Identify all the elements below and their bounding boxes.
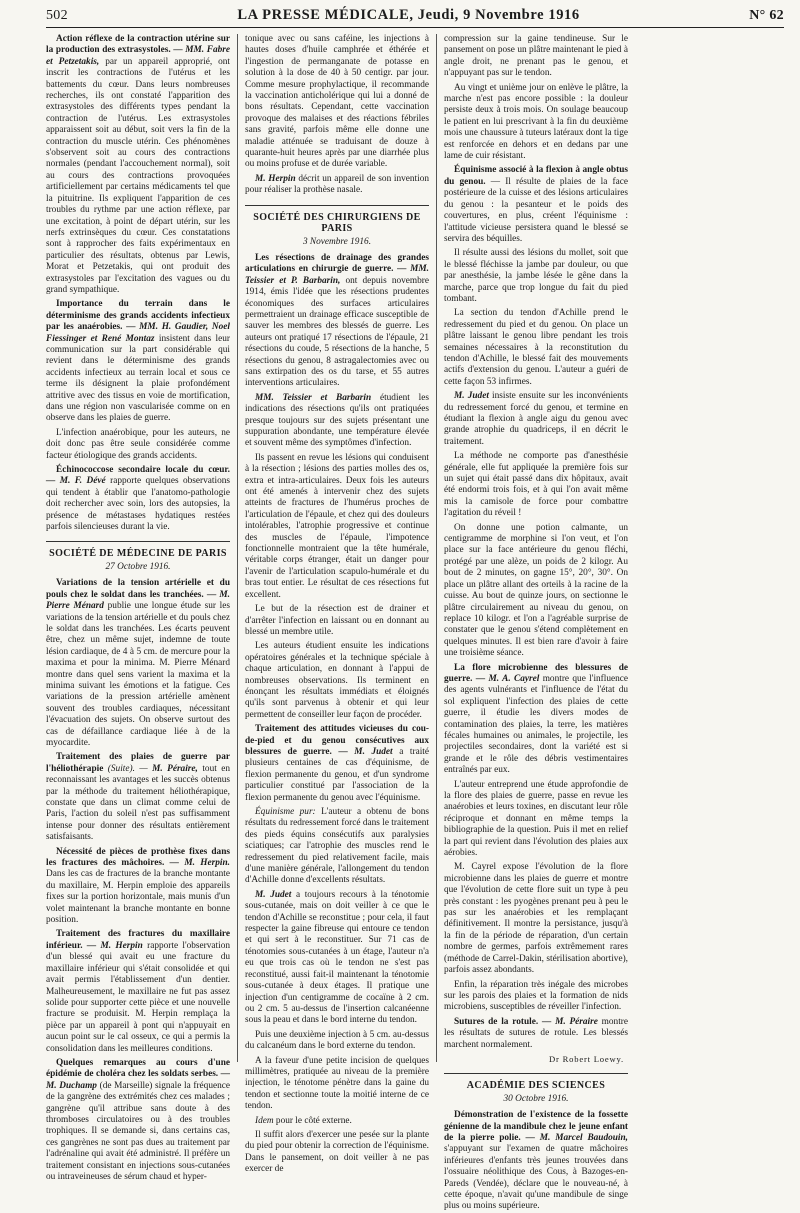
session-date: 30 Octobre 1916.: [503, 1093, 569, 1104]
article-body: insiste ensuite sur les inconvénients du redressement forcé du genou, et termine en étudiant la flexion à angle aigu du genou avec grande atrophie du quadriceps, il en décrit le traitement.: [444, 391, 629, 447]
article-author: — MM. H. Gaudier, Noel Fiessinger et René Montaz: [46, 322, 231, 344]
article-paragraph: [46, 299, 230, 424]
article-author: — MM. Fabre et Petzetakis,: [46, 45, 230, 67]
article-paragraph: [245, 724, 429, 804]
article-body: ont depuis novembre 1914, émis l'idée que les résections prudentes économiques des surfaces articulaires permettraient un drainage efficace susceptible de sauver les membres des blessés de guerre. Les auteurs ont pratiqué 17 résections de l'épaule, 21 résections du coude, 5 résections de la hanche, 5 résections du genou, 8 astragalectomies avec ou sans extirpation des os du tarse, et 55 autres interventions articulaires.: [245, 275, 430, 389]
article-note: Idem: [255, 1115, 274, 1126]
article-body: — Il résulte de plaies de la face postérieure de la cuisse et des lésions articulaires du genou : la pesanteur et le poids des couvertures, en plus, créent l'équinisme : l'attitude vicieuse persistera quand le blessé se servira des béquilles.: [444, 176, 628, 244]
article-heading: Nécessité de pièces de prothèse fixes dans les fractures des mâchoires.: [46, 846, 230, 869]
column-1: [46, 34, 237, 1182]
article-paragraph: [444, 391, 628, 448]
article-body: tout en reconnaissant les avantages et les succès obtenus par la méthode du traitement héliothérapique, constate que dans un climat comme celui de Paris, l'action du soleil n'est pas suffisamment intense pour donner des résultats entièrement satisfaisants.: [46, 763, 231, 843]
article-paragraph: Il suffit alors d'exercer une pesée sur la plante du pied pour obtenir la correction de l'équinisme. Dans le pansement, on doit veiller à ne pas exercer de: [245, 1129, 429, 1175]
page-number: 502: [46, 8, 68, 23]
article-paragraph: [444, 1110, 628, 1213]
article-paragraph: [245, 890, 429, 1027]
article-body: a traité plusieurs centaines de cas d'équinisme, de flexion permanente du genou, et d'un syndrome particulier constitué par l'association de la flexion permanente du genou avec l'équinisme.: [245, 746, 429, 803]
article-paragraph: [444, 165, 628, 245]
article-paragraph: [444, 1017, 628, 1051]
society-title: SOCIÉTÉ DE MÉDECINE DE PARIS: [46, 541, 230, 559]
article-author: — M. Duchamp: [46, 1069, 231, 1091]
article-body: montre que l'influence des agents vulnérants et l'influence de l'état du sol expliquent l'infection des plaies de cette guerre, il étudie les divers modes de contamination des plaies, la terre, les matières fécales humaines ou animales, le projectile, les projectiles secondaires, dont la variété est si grande et le rôle des débris vestimentaires entraînés par eux.: [444, 673, 629, 776]
article-paragraph: [245, 174, 429, 197]
society-title: SOCIÉTÉ DES CHIRURGIENS DE PARIS: [245, 205, 429, 235]
article-subheading: Équinisme pur:: [255, 807, 316, 817]
article-author: — M. Judet: [338, 746, 393, 757]
article-body: publie une longue étude sur les variations de la tension artérielle et du pouls chez le soldat dans les tranchées. Les écarts peuvent être, chez un même sujet, indemne de toute lésion cardiaque, de 4 à 5 cm. de mercure pour la maxima et pour la minima. M. Pierre Ménard montre dans quel sens varient la maxima et la minima suivant les émotions et la fatigue. Ces variations de la pression artérielle amènent souvent des troubles cardiaques, nécessitant l'évacuation des sujets. On observe surtout des cas de défaillance cardiaque liée à de la myocardite.: [46, 601, 230, 748]
article-body: montre les résultats de sutures de rotule. Les blessés marchent normalement.: [444, 1016, 629, 1050]
article-paragraph: Au vingt et unième jour on enlève le plâtre, la marche n'est pas encore possible : la douleur persiste deux à trois mois. On soulage beaucoup le patient en lui prescrivant à la fin du deuxième mois une chaussure à tuteurs latéraux dont la tige est renforcée en dehors et en dedans par une lame de cuir résistant.: [444, 82, 628, 162]
page-header: [46, 0, 784, 28]
article-body: a toujours recours à la ténotomie sous-cutanée, mais on doit veiller à ce que le tendon d'Achille se reconstitue ; pour cela, il faut respecter la gaine fibreuse qui entoure ce tendon et qui sert à le reconstituer. Sur 71 cas de ténotomies sous-cutanées à un étage, l'auteur n'a eu que trois cas où le tendon ne s'est pas reconstitué, aussi fait-il maintenant la ténotomie sous-cutanée à deux étages. Il pratique une injection d'un centigramme de cocaïne à 2 cm. ou 2 cm. 5 au-dessus de l'insertion calcanéenne sous la peau et dans le bord interne du tendon.: [245, 889, 429, 1026]
article-paragraph: L'infection anaérobique, pour les auteurs, ne doit donc pas être seule considérée comme facteur étiologique des grands accidents.: [46, 427, 230, 461]
article-author: — M. Péraire: [541, 1016, 598, 1027]
article-body: L'auteur a obtenu de bons résultats du redressement forcé dans le traitement des pieds équins consécutifs aux paralysies sciatiques; car l'atrophie des muscles rend le redressement du pied relativement facile, mais d'une manière générale, l'allongement du tendon d'Achille donne d'excellents résultats.: [245, 807, 429, 886]
column-2: [237, 34, 436, 1175]
article-note: (Suite). —: [107, 763, 148, 774]
article-heading: Les résections de drainage des grandes articulations en chirurgie de guerre.: [245, 252, 429, 275]
article-heading: Démonstration de l'existence de la fossette génienne de la mandibule chez le jeune enfant de la pierre polie.: [444, 1110, 628, 1143]
article-paragraph: Il résulte aussi des lésions du mollet, soit que le blessé fléchisse la jambe par douleur, ou que par anesthésie, la jambe lésée le gêne dans la marche, parce que trop longue du fait du pied tombant.: [444, 248, 628, 304]
article-author: M. Judet: [255, 889, 292, 900]
article-body: par un appareil approprié, ont inscrit les contractions de l'utérus et les battements du cœur. Dans leurs nombreuses recherches, ils ont constaté l'apparition des extrasystoles des différents types pendant la contraction de l'utérus. Les extrasystoles apparaissent soit au début, soit vers la fin de la contraction du muscle utérin. Ces phénomènes s'observent soit au cours des contractions normales (pendant l'accouchement normal), soit au cours des contractions provoquées artificiellement par certains médicaments tel que la pituitrine. Ils expliquent l'apparition de ces troubles du rythme par une action réflexe, par une excitation, à point de départ utérin, sur les nerfs extrinsèques du cœur. Ces constatations sont à rapprocher des faits expérimentaux en particulier des résultats, obtenus par Lewis, Morat et Petzetakis, qui ont produit des extrasystoles par l'excitation des vagues ou du grand sympathique.: [46, 56, 230, 295]
article-heading: Variations de la tension artérielle et du pouls chez le soldat dans les tranchées.: [46, 578, 230, 600]
article-author: — M. Marcel Baudouin,: [525, 1132, 629, 1143]
issue-number: N° 62: [749, 8, 784, 23]
article-paragraph: La méthode ne comporte pas d'anesthésie générale, elle fut appliquée la première fois sur un sujet qui était passé dans dix hôpitaux, avait été endormi trois fois, et à qui l'on avait même mis la camisole de force pour combattre l'agitation du réveil !: [444, 451, 628, 519]
session-date: 27 Octobre 1916.: [105, 561, 171, 572]
article-paragraph: [46, 465, 230, 533]
article-author: — M. Herpin: [86, 940, 143, 951]
article-paragraph: [245, 1116, 429, 1127]
article-paragraph: La section du tendon d'Achille prend le redressement du pied et du genou. On place un plâtre laissant le genou libre pendant les trois semaines nécessaires à la reconstitution du tendon d'Achille, le blessé fait des mouvements actifs d'extension du genou. L'auteur a guéri de cette façon 53 infirmes.: [444, 308, 628, 387]
article-paragraph: [46, 1058, 230, 1183]
article-author: — M. A. Cayrel: [475, 673, 540, 684]
article-paragraph: [46, 847, 230, 927]
article-body: pour le côté externe.: [275, 1115, 352, 1126]
article-body: rapporte quelques observations qui tendent à établir que l'anatomo-pathologie doit rechercher avec soin, lors des autopsies, la présence de métastases hydatiques restées parfois silencieuses durant la vie.: [46, 476, 230, 533]
article-author: MM. Teissier et Barbarin: [255, 392, 372, 403]
article-author: — M. Herpin.: [169, 858, 230, 869]
journal-title: LA PRESSE MÉDICALE, Jeudi, 9 Novembre 1916: [237, 7, 580, 23]
article-paragraph: [245, 393, 429, 450]
article-body: Dans les cas de fractures de la branche montante du maxillaire, M. Herpin emploie des appareils fixes sur la portion horizontale, mais munis d'un volet maintenant la branche montante en bonne position.: [46, 869, 230, 926]
article-columns: [46, 34, 784, 1212]
article-heading: Échinococcose secondaire locale du cœur.: [56, 465, 230, 476]
article-author: — MM. Teissier et P. Barbarin,: [245, 264, 429, 286]
article-heading: La flore microbienne des blessures de guerre.: [444, 662, 628, 684]
article-heading: Équinisme associé à la flexion à angle obtus du genou.: [444, 165, 628, 187]
article-author: M. Judet: [454, 391, 489, 402]
article-paragraph: [46, 752, 230, 843]
article-paragraph: [245, 807, 429, 887]
article-paragraph: [46, 929, 230, 1054]
article-paragraph: Puis une deuxième injection à 5 cm. au-dessus du calcanéum dans le bord externe du tendon.: [245, 1029, 429, 1052]
article-heading: Traitement des plaies de guerre par l'héliothérapie: [46, 752, 230, 774]
article-paragraph: Le but de la résection est de drainer et d'arrêter l'infection en laissant ou en donnant au blessé un membre utile.: [245, 604, 429, 637]
article-paragraph: [46, 34, 230, 296]
article-paragraph: On donne une potion calmante, un centigramme de morphine si l'on veut, et l'on place sur la face antérieure du genou fléchi, protégé par une alèze, un poids de 2 kilogr. Au bout de 2 minutes, on gagne 15°, 20°, 30°. On place un plâtre allant des orteils à la racine de la cuisse. Au bout de quinze jours, on sectionne le plâtre circulairement au niveau du genou, on replace 10 kilogr. et l'on a l'agréable surprise de constater que le genou s'étend complètement en quelques minutes. Il est bien rare d'avoir à faire une troisième séance.: [444, 522, 628, 659]
article-body: insistent dans leur communication sur la part considérable qui revient dans le déterminisme des grands accidents infectieux au terrain local et sous ce terme ils désignent la plaie profondément attritive avec des tissus en voie de mortification, dans une région non vascularisée comme on en observe dans les plaies de guerre.: [46, 333, 230, 424]
article-heading: Traitement des fractures du maxillaire inférieur.: [46, 929, 230, 951]
article-paragraph: compression sur la gaine tendineuse. Sur le pansement on pose un plâtre maintenant le pied à angle droit, ne prenant pas le genou, et n'appuyant pas sur le tendon.: [444, 34, 628, 79]
article-body: décrit un appareil de son invention pour réaliser la prothèse nasale.: [245, 173, 430, 196]
article-body: s'appuyant sur l'examen de quatre mâchoires inférieures d'enfants très jeunes trouvées dans l'ossuaire néolithique des Cous, à Bazoges-en-Pareds (Vendée), déclare que le nouveau-né, à cette époque, n'avait qu'une mandibule de singe plus ou moins supérieure.: [444, 1144, 628, 1212]
article-author: M. Herpin: [255, 173, 296, 184]
article-paragraph: L'auteur entreprend une étude approfondie de la flore des plaies de guerre, passe en revue les anaérobies et leurs toxines, en discutant leur rôle réciproque et donnant en même temps la bibliographie de la question. Puis il met en relief la part qui revient dans l'évolution des plaies aux aérobies.: [444, 779, 628, 859]
article-paragraph: Enfin, la réparation très inégale des microbes sur les parois des plaies et la formation de nids microbiens, susceptibles de réveiller l'infection.: [444, 979, 628, 1013]
article-body: (de Marseille) signale la fréquence de la gangrène des extrémités chez ces malades ; gangrène qu'il attribue sans doute à des thromboses circulatoires ou à des troubles trophiques. Il se demande si, dans certains cas, ces gangrènes ne sont pas dues au traitement par l'adrénaline qui avait été administré. Il préfère un traitement consistant en injections sous-cutanées ou intraveineuses de sérum chaud et hyper-: [46, 1080, 231, 1182]
article-heading: Traitement des attitudes vicieuses du cou-de-pied et du genou consécutives aux blessures de guerre.: [245, 724, 429, 757]
article-heading: Action réflexe de la contraction utérine sur la production des extrasystoles.: [46, 34, 230, 56]
article-heading: Importance du terrain dans le déterminisme des grands accidents infectieux par les anaérobies.: [46, 299, 230, 333]
article-body: rapporte l'observation d'un blessé qui avait eu une fracture du maxillaire inférieur qui s'était consolidée et qui avait permis l'établissement d'un dentier. Malheureusement, le maxillaire ne fut pas assez solide pour supporter cette pièce et une nouvelle fracture se produisit. M. Herpin remplaça la pièce par un appareil à pont qui n'appuyait en aucun point sur le cal osseux, ce qui a permis la consolidation dans les meilleures conditions.: [46, 940, 231, 1054]
article-author: — M. Pierre Ménard: [46, 589, 231, 612]
article-author: M. Péraire,: [152, 763, 198, 774]
article-paragraph: tonique avec ou sans caféine, les injections à hautes doses d'huile camphrée et éthérée et l'ingestion de permanganate de potasse en solution à la dose de 40 à 50 centigr. par jour. Comme mesure prophylactique, il recommande la vaccination anticholérique qui lui a donné de bons résultats. Cependant, cette vaccination provoque des malaises et des réactions fébriles sans gravité, parfois même elle donne une maladie atténuée se traduisant de douze à quarante-huit heures après par une diarrhée plus ou moins profuse et de durée variable.: [245, 34, 429, 170]
article-heading: Sutures de la rotule.: [454, 1016, 539, 1027]
article-heading: Quelques remarques au cours d'une épidémie de choléra chez les soldats serbes.: [46, 1057, 230, 1080]
society-title: ACADÉMIE DES SCIENCES: [444, 1073, 628, 1091]
article-paragraph: Ils passent en revue les lésions qui conduisent à la résection ; lésions des parties molles des os, extra et intra-articulaires. Deux fois les auteurs ont été amenés à intervenir chez des sujets atteints de fractures de l'humérus proches de l'articulation de l'épaule, et chez qui des douleurs intolérables, l'atrophie progressive et continue des muscles de l'épaule, l'impotence fonctionnelle montraient que la tête humérale, véritable corps étranger, était un danger pour l'avenir de l'articulation scapulo-humérale et du bras tout entier. Le résultat de ces résections fut excellent.: [245, 452, 429, 600]
article-body: étudient les indications des résections qu'ils ont pratiquées presque toujours sur des sujets présentant une suppuration abondante, une température élevée et souvent même des symptômes d'infection.: [245, 392, 429, 449]
session-date: 3 Novembre 1916.: [302, 236, 372, 247]
signature: Dr Robert Loewy.: [548, 1053, 624, 1064]
article-paragraph: M. Cayrel expose l'évolution de la flore microbienne dans les plaies de guerre et montre que l'évolution de cette flore suit un type à peu près constant : les pyogènes prenant peu à peu le pas sur les anaérobies et les remplaçant définitivement. Il montre la persistance, jusqu'à la fin de la période de réparation, d'un certain nombre de germes, parfois extrêmement rares (méthode de Carrel-Dakin, stérilisation abortive), parfois assez abondants.: [444, 862, 628, 976]
article-paragraph: [245, 253, 429, 390]
article-paragraph: [444, 663, 628, 777]
article-paragraph: A la faveur d'une petite incision de quelques millimètres, pratiquée au niveau de la première injection, le ténotome pénètre dans la gaine du tendon et sectionne toute la moitié interne de ce tendon.: [245, 1055, 429, 1112]
article-paragraph: Les auteurs étudient ensuite les indications opératoires générales et la technique spéciale à chaque articulation, en donnant à l'appui de nombreuses observations. Ils terminent en énonçant les résultats immédiats et éloignés qu'ils sont parvenus à obtenir et qui leur permettent de conseiller leur façon de procéder.: [245, 641, 429, 720]
column-3: [436, 34, 629, 1212]
article-paragraph: [46, 578, 230, 749]
article-author: — M. F. Dévé: [46, 476, 106, 487]
